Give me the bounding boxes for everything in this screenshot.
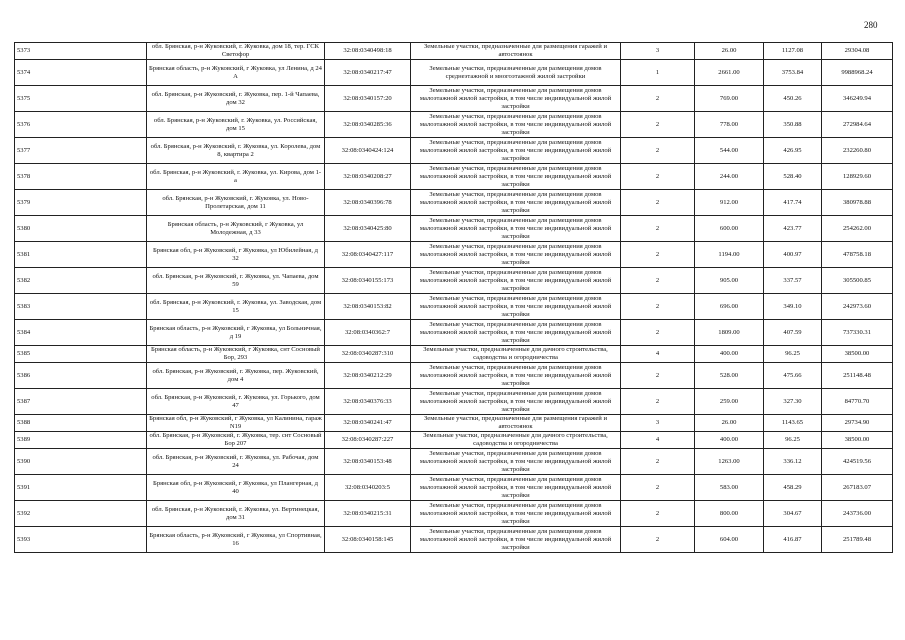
land-use-cell: Земельные участки, предназначенные для размещения домов малоэтажной жилой застройки, в том числе индивидуальной жилой застройки bbox=[411, 112, 621, 138]
land-use-cell: Земельные участки, предназначенные для размещения домов среднеэтажной и многоэтажной жилой застройки bbox=[411, 60, 621, 86]
cadastral-value-cell: 84770.70 bbox=[822, 389, 893, 415]
address-cell: обл. Брянская, р-н Жуковский, г. Жуковка, пер. Жуковский, дом 4 bbox=[147, 363, 325, 389]
address-cell: обл. Брянская, р-н Жуковский, г. Жуковка, дом 18, тер. ГСК Светофор bbox=[147, 43, 325, 60]
cadastral-value-cell: 29734.90 bbox=[822, 415, 893, 432]
table-row bbox=[15, 216, 893, 242]
group-number-cell: 3 bbox=[621, 43, 695, 60]
specific-value-cell: 337.57 bbox=[764, 268, 822, 294]
specific-value-cell: 3753.84 bbox=[764, 60, 822, 86]
area-cell: 912.00 bbox=[695, 190, 764, 216]
specific-value-cell: 407.59 bbox=[764, 320, 822, 346]
table-row bbox=[15, 320, 893, 346]
table-row bbox=[15, 86, 893, 112]
cadastral-number-cell: 32:08:0340241:47 bbox=[325, 415, 411, 432]
land-use-cell: Земельные участки, предназначенные для размещения домов малоэтажной жилой застройки, в том числе индивидуальной жилой застройки bbox=[411, 164, 621, 190]
row-number: 5374 bbox=[15, 60, 147, 86]
cadastral-number-cell: 32:08:0340287:227 bbox=[325, 432, 411, 449]
area-cell: 696.00 bbox=[695, 294, 764, 320]
cadastral-number-cell: 32:08:0340208:27 bbox=[325, 164, 411, 190]
table-row bbox=[15, 190, 893, 216]
land-use-cell: Земельные участки, предназначенные для размещения домов малоэтажной жилой застройки, в том числе индивидуальной жилой застройки bbox=[411, 190, 621, 216]
cadastral-number-cell: 32:08:0340158:145 bbox=[325, 527, 411, 553]
cadastral-value-cell: 305500.85 bbox=[822, 268, 893, 294]
group-number-cell: 4 bbox=[621, 432, 695, 449]
row-number: 5378 bbox=[15, 164, 147, 190]
row-number: 5380 bbox=[15, 216, 147, 242]
group-number-cell: 2 bbox=[621, 475, 695, 501]
area-cell: 1194.00 bbox=[695, 242, 764, 268]
group-number-cell: 2 bbox=[621, 138, 695, 164]
group-number-cell: 2 bbox=[621, 268, 695, 294]
row-number: 5393 bbox=[15, 527, 147, 553]
address-cell: обл. Брянская, р-н Жуковский, г. Жуковка, тер. снт Сосновый Бор 207 bbox=[147, 432, 325, 449]
table-row bbox=[15, 164, 893, 190]
cadastral-value-cell: 38500.00 bbox=[822, 346, 893, 363]
table-row bbox=[15, 449, 893, 475]
group-number-cell: 2 bbox=[621, 501, 695, 527]
cadastral-number-cell: 32:08:0340212:29 bbox=[325, 363, 411, 389]
table-row bbox=[15, 501, 893, 527]
cadastral-value-cell: 346249.94 bbox=[822, 86, 893, 112]
specific-value-cell: 349.10 bbox=[764, 294, 822, 320]
cadastral-value-cell: 38500.00 bbox=[822, 432, 893, 449]
cadastral-value-cell: 29304.08 bbox=[822, 43, 893, 60]
area-cell: 583.00 bbox=[695, 475, 764, 501]
cadastral-number-cell: 32:08:0340287:310 bbox=[325, 346, 411, 363]
table-row bbox=[15, 242, 893, 268]
cadastral-value-cell: 251789.48 bbox=[822, 527, 893, 553]
row-number: 5390 bbox=[15, 449, 147, 475]
cadastral-number-cell: 32:08:0340285:36 bbox=[325, 112, 411, 138]
area-cell: 769.00 bbox=[695, 86, 764, 112]
table-row bbox=[15, 475, 893, 501]
specific-value-cell: 336.12 bbox=[764, 449, 822, 475]
table-row bbox=[15, 294, 893, 320]
row-number: 5376 bbox=[15, 112, 147, 138]
group-number-cell: 4 bbox=[621, 346, 695, 363]
group-number-cell: 2 bbox=[621, 164, 695, 190]
table-row bbox=[15, 432, 893, 449]
address-cell: Брянская обл, р-н Жуковский, г Жуковка, ул Калинина, гараж N19 bbox=[147, 415, 325, 432]
area-cell: 400.00 bbox=[695, 346, 764, 363]
address-cell: обл. Брянская, р-н Жуковский, г. Жуковка, ул. Рабочая, дом 24 bbox=[147, 449, 325, 475]
land-use-cell: Земельные участки, предназначенные для размещения гаражей и автостоянок bbox=[411, 415, 621, 432]
group-number-cell: 3 bbox=[621, 415, 695, 432]
table-row bbox=[15, 112, 893, 138]
table-row bbox=[15, 363, 893, 389]
land-use-cell: Земельные участки, предназначенные для размещения домов малоэтажной жилой застройки, в том числе индивидуальной жилой застройки bbox=[411, 86, 621, 112]
group-number-cell: 2 bbox=[621, 449, 695, 475]
cadastral-value-cell: 737330.31 bbox=[822, 320, 893, 346]
specific-value-cell: 400.97 bbox=[764, 242, 822, 268]
specific-value-cell: 96.25 bbox=[764, 346, 822, 363]
table-row bbox=[15, 43, 893, 60]
cadastral-number-cell: 32:08:0340427:117 bbox=[325, 242, 411, 268]
cadastral-value-cell: 424519.56 bbox=[822, 449, 893, 475]
row-number: 5383 bbox=[15, 294, 147, 320]
area-cell: 544.00 bbox=[695, 138, 764, 164]
group-number-cell: 2 bbox=[621, 294, 695, 320]
cadastral-value-cell: 478758.18 bbox=[822, 242, 893, 268]
specific-value-cell: 350.88 bbox=[764, 112, 822, 138]
cadastral-value-cell: 128929.60 bbox=[822, 164, 893, 190]
cadastral-number-cell: 32:08:0340376:33 bbox=[325, 389, 411, 415]
land-use-cell: Земельные участки, предназначенные для размещения домов малоэтажной жилой застройки, в том числе индивидуальной жилой застройки bbox=[411, 320, 621, 346]
cadastral-number-cell: 32:08:0340425:80 bbox=[325, 216, 411, 242]
specific-value-cell: 327.30 bbox=[764, 389, 822, 415]
cadastral-number-cell: 32:08:0340498:18 bbox=[325, 43, 411, 60]
row-number: 5392 bbox=[15, 501, 147, 527]
table-row bbox=[15, 60, 893, 86]
cadastral-value-cell: 9988968.24 bbox=[822, 60, 893, 86]
row-number: 5389 bbox=[15, 432, 147, 449]
cadastral-number-cell: 32:08:0340155:173 bbox=[325, 268, 411, 294]
area-cell: 604.00 bbox=[695, 527, 764, 553]
table-row bbox=[15, 138, 893, 164]
row-number: 5373 bbox=[15, 43, 147, 60]
address-cell: Брянская обл, р-н Жуковский, г Жуковка, ул Плангерная, д 40 bbox=[147, 475, 325, 501]
cadastral-value-cell: 242973.60 bbox=[822, 294, 893, 320]
cadastral-value-cell: 254262.00 bbox=[822, 216, 893, 242]
table-row bbox=[15, 346, 893, 363]
address-cell: Брянская область, р-н Жуковский, г Жуковка, ул Молодежная, д 33 bbox=[147, 216, 325, 242]
area-cell: 26.00 bbox=[695, 43, 764, 60]
area-cell: 400.00 bbox=[695, 432, 764, 449]
address-cell: Брянская область, р-н Жуковский, г Жуковка, ул Спортивная, 16 bbox=[147, 527, 325, 553]
address-cell: обл. Брянская, р-н Жуковский, г. Жуковка, ул. Чапаева, дом 59 bbox=[147, 268, 325, 294]
row-number: 5388 bbox=[15, 415, 147, 432]
cadastral-value-table bbox=[14, 42, 893, 553]
area-cell: 905.00 bbox=[695, 268, 764, 294]
group-number-cell: 2 bbox=[621, 190, 695, 216]
group-number-cell: 2 bbox=[621, 320, 695, 346]
specific-value-cell: 1143.65 bbox=[764, 415, 822, 432]
page-number: 280 bbox=[864, 20, 878, 30]
land-use-cell: Земельные участки, предназначенные для размещения домов малоэтажной жилой застройки, в том числе индивидуальной жилой застройки bbox=[411, 389, 621, 415]
land-use-cell: Земельные участки, предназначенные для размещения домов малоэтажной жилой застройки, в том числе индивидуальной жилой застройки bbox=[411, 242, 621, 268]
row-number: 5386 bbox=[15, 363, 147, 389]
address-cell: обл. Брянская, р-н Жуковский, г. Жуковка, ул. Вертинецкая, дом 31 bbox=[147, 501, 325, 527]
land-use-cell: Земельные участки, предназначенные для размещения домов малоэтажной жилой застройки, в том числе индивидуальной жилой застройки bbox=[411, 475, 621, 501]
group-number-cell: 2 bbox=[621, 527, 695, 553]
specific-value-cell: 450.26 bbox=[764, 86, 822, 112]
row-number: 5382 bbox=[15, 268, 147, 294]
cadastral-number-cell: 32:08:0340153:48 bbox=[325, 449, 411, 475]
cadastral-value-cell: 251148.48 bbox=[822, 363, 893, 389]
address-cell: обл. Брянская, р-н Жуковский, г. Жуковка, ул. Горького, дом 47 bbox=[147, 389, 325, 415]
specific-value-cell: 417.74 bbox=[764, 190, 822, 216]
row-number: 5379 bbox=[15, 190, 147, 216]
specific-value-cell: 96.25 bbox=[764, 432, 822, 449]
table-row bbox=[15, 415, 893, 432]
row-number: 5375 bbox=[15, 86, 147, 112]
address-cell: обл. Брянская, р-н Жуковский, г. Жуковка, ул. Российская, дом 15 bbox=[147, 112, 325, 138]
row-number: 5381 bbox=[15, 242, 147, 268]
area-cell: 778.00 bbox=[695, 112, 764, 138]
land-use-cell: Земельные участки, предназначенные для размещения домов малоэтажной жилой застройки, в том числе индивидуальной жилой застройки bbox=[411, 527, 621, 553]
table-row bbox=[15, 268, 893, 294]
area-cell: 1263.00 bbox=[695, 449, 764, 475]
table-body bbox=[15, 43, 893, 553]
land-use-cell: Земельные участки, предназначенные для размещения домов малоэтажной жилой застройки, в том числе индивидуальной жилой застройки bbox=[411, 501, 621, 527]
row-number: 5384 bbox=[15, 320, 147, 346]
group-number-cell: 2 bbox=[621, 242, 695, 268]
address-cell: обл. Брянская, р-н Жуковский, г. Жуковка, ул. Королева, дом 8, квартира 2 bbox=[147, 138, 325, 164]
row-number: 5377 bbox=[15, 138, 147, 164]
land-use-cell: Земельные участки, предназначенные для размещения домов малоэтажной жилой застройки, в том числе индивидуальной жилой застройки bbox=[411, 294, 621, 320]
area-cell: 259.00 bbox=[695, 389, 764, 415]
specific-value-cell: 304.67 bbox=[764, 501, 822, 527]
specific-value-cell: 475.66 bbox=[764, 363, 822, 389]
land-use-cell: Земельные участки, предназначенные для размещения домов малоэтажной жилой застройки, в том числе индивидуальной жилой застройки bbox=[411, 138, 621, 164]
cadastral-value-cell: 380978.88 bbox=[822, 190, 893, 216]
specific-value-cell: 528.40 bbox=[764, 164, 822, 190]
specific-value-cell: 1127.08 bbox=[764, 43, 822, 60]
cadastral-number-cell: 32:08:0340217:47 bbox=[325, 60, 411, 86]
cadastral-value-cell: 232260.80 bbox=[822, 138, 893, 164]
group-number-cell: 2 bbox=[621, 216, 695, 242]
address-cell: обл. Брянская, р-н Жуковский, г. Жуковка, ул. Ново-Пролетарская, дом 11 bbox=[147, 190, 325, 216]
area-cell: 2661.00 bbox=[695, 60, 764, 86]
cadastral-value-cell: 267183.07 bbox=[822, 475, 893, 501]
specific-value-cell: 458.29 bbox=[764, 475, 822, 501]
table-row bbox=[15, 527, 893, 553]
land-use-cell: Земельные участки, предназначенные для размещения домов малоэтажной жилой застройки, в том числе индивидуальной жилой застройки bbox=[411, 268, 621, 294]
area-cell: 800.00 bbox=[695, 501, 764, 527]
area-cell: 244.00 bbox=[695, 164, 764, 190]
cadastral-number-cell: 32:08:0340203:5 bbox=[325, 475, 411, 501]
address-cell: Брянская область, р-н Жуковский, г Жуковка, снт Сосновый Бор, 293 bbox=[147, 346, 325, 363]
address-cell: обл. Брянская, р-н Жуковский, г. Жуковка, пер. 1-й Чапаева, дом 32 bbox=[147, 86, 325, 112]
group-number-cell: 2 bbox=[621, 86, 695, 112]
group-number-cell: 2 bbox=[621, 112, 695, 138]
group-number-cell: 2 bbox=[621, 389, 695, 415]
cadastral-value-cell: 243736.00 bbox=[822, 501, 893, 527]
area-cell: 600.00 bbox=[695, 216, 764, 242]
address-cell: Брянская обл, р-н Жуковский, г Жуковка, ул Юбилейная, д 32 bbox=[147, 242, 325, 268]
row-number: 5391 bbox=[15, 475, 147, 501]
land-use-cell: Земельные участки, предназначенные для дачного строительства, садоводства и огородничества bbox=[411, 432, 621, 449]
cadastral-number-cell: 32:08:0340157:20 bbox=[325, 86, 411, 112]
cadastral-number-cell: 32:08:0340424:124 bbox=[325, 138, 411, 164]
specific-value-cell: 416.87 bbox=[764, 527, 822, 553]
cadastral-number-cell: 32:08:0340396:78 bbox=[325, 190, 411, 216]
address-cell: Брянская область, р-н Жуковский, г Жуковка, ул Ленина, д 24 А bbox=[147, 60, 325, 86]
area-cell: 26.00 bbox=[695, 415, 764, 432]
land-use-cell: Земельные участки, предназначенные для размещения домов малоэтажной жилой застройки, в том числе индивидуальной жилой застройки bbox=[411, 216, 621, 242]
area-cell: 1809.00 bbox=[695, 320, 764, 346]
table-row bbox=[15, 389, 893, 415]
row-number: 5387 bbox=[15, 389, 147, 415]
land-use-cell: Земельные участки, предназначенные для размещения гаражей и автостоянок bbox=[411, 43, 621, 60]
land-use-cell: Земельные участки, предназначенные для размещения домов малоэтажной жилой застройки, в том числе индивидуальной жилой застройки bbox=[411, 449, 621, 475]
cadastral-number-cell: 32:08:0340215:31 bbox=[325, 501, 411, 527]
cadastral-number-cell: 32:08:0340153:82 bbox=[325, 294, 411, 320]
land-use-cell: Земельные участки, предназначенные для дачного строительства, садоводства и огородничества bbox=[411, 346, 621, 363]
land-use-cell: Земельные участки, предназначенные для размещения домов малоэтажной жилой застройки, в том числе индивидуальной жилой застройки bbox=[411, 363, 621, 389]
address-cell: Брянская область, р-н Жуковский, г Жуковка, ул Больничная, д 19 bbox=[147, 320, 325, 346]
specific-value-cell: 423.77 bbox=[764, 216, 822, 242]
group-number-cell: 1 bbox=[621, 60, 695, 86]
group-number-cell: 2 bbox=[621, 363, 695, 389]
row-number: 5385 bbox=[15, 346, 147, 363]
cadastral-number-cell: 32:08:0340362:7 bbox=[325, 320, 411, 346]
area-cell: 528.00 bbox=[695, 363, 764, 389]
address-cell: обл. Брянская, р-н Жуковский, г. Жуковка, ул. Кирова, дом 1-а bbox=[147, 164, 325, 190]
address-cell: обл. Брянская, р-н Жуковский, г. Жуковка, ул. Заводская, дом 15 bbox=[147, 294, 325, 320]
specific-value-cell: 426.95 bbox=[764, 138, 822, 164]
cadastral-value-cell: 272984.64 bbox=[822, 112, 893, 138]
